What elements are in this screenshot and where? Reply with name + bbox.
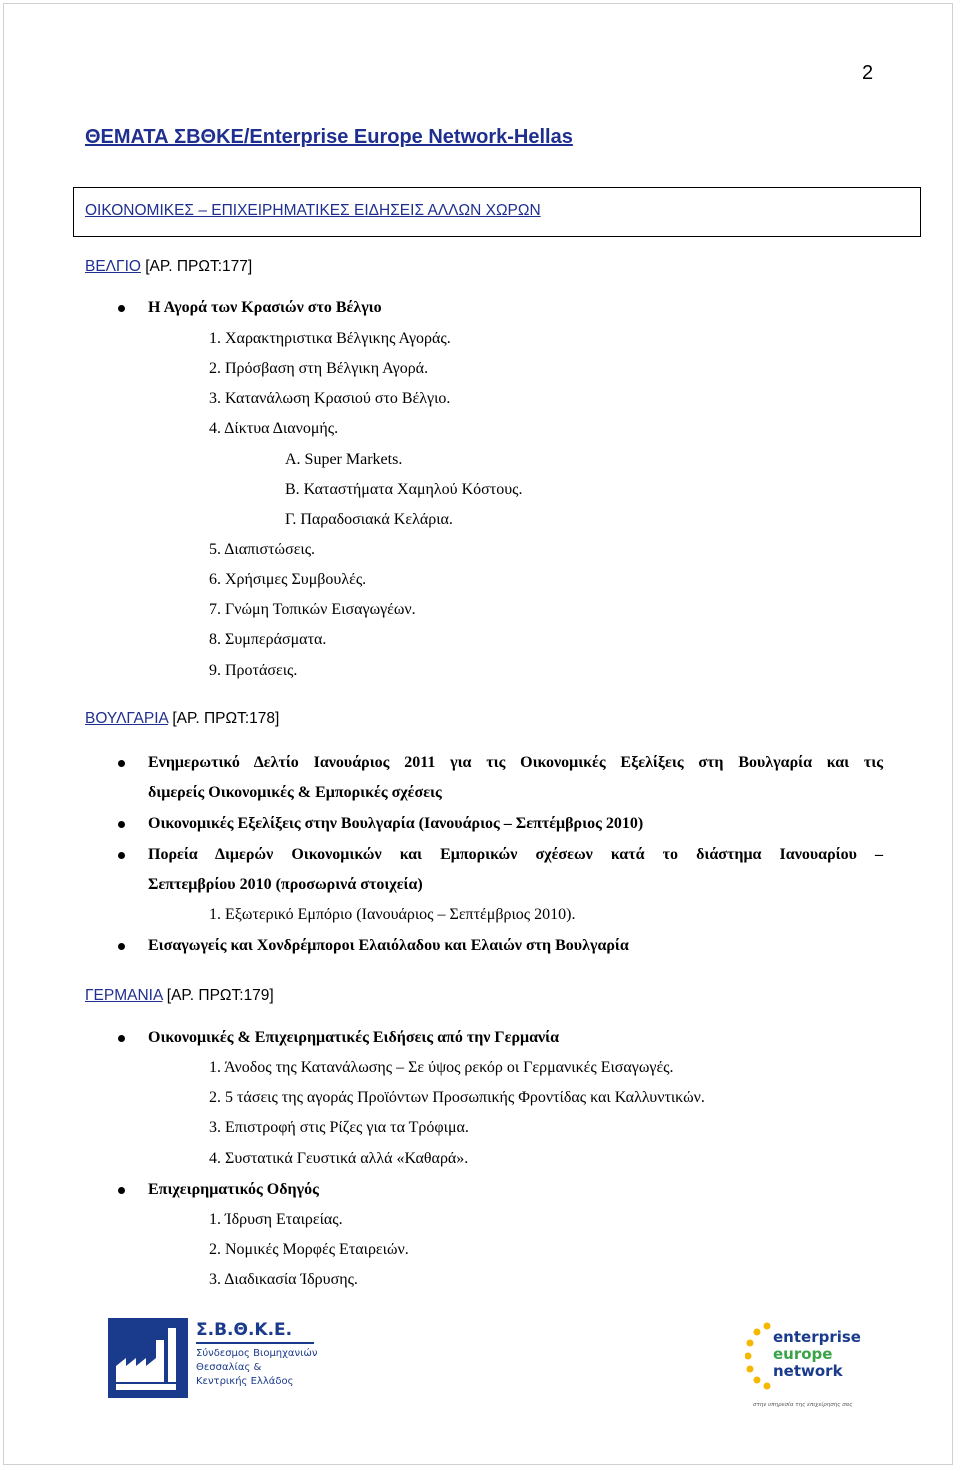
list-item: 2. Νομικές Μορφές Εταιρειών. — [209, 1241, 409, 1258]
country-heading-bulgaria — [85, 710, 279, 728]
topic-title: Η Αγορά των Κρασιών στο Βέλγιο — [148, 299, 382, 316]
list-item: 8. Συμπεράσματα. — [209, 631, 327, 648]
country-name: ΒΕΛΓΙΟ — [85, 258, 141, 275]
page-number: 2 — [862, 62, 874, 84]
list-item: 3. Διαδικασία Ίδρυσης. — [209, 1271, 358, 1288]
list-item: 7. Γνώμη Τοπικών Εισαγωγέων. — [209, 601, 416, 618]
sub-list-item: Α. Super Markets. — [285, 451, 403, 468]
list-item: 9. Προτάσεις. — [209, 662, 298, 679]
section-heading: ΟΙΚΟΝΟΜΙΚΕΣ – ΕΠΙΧΕΙΡΗΜΑΤΙΚΕΣ ΕΙΔΗΣΕΙΣ ΑΛΛΩΝ ΧΩΡΩΝ — [85, 202, 541, 219]
country-name: ΓΕΡΜΑΝΙΑ — [85, 987, 163, 1004]
topic-title: Ενημερωτικό Δελτίο Ιανουάριος 2011 για τις Οικονομικές Εξελίξεις στη Βουλγαρία και τις — [148, 754, 883, 771]
logo-line: Κεντρικής Ελλάδος — [196, 1376, 294, 1387]
logo-tagline: στην υπηρεσία της επιχείρησης σας — [753, 1402, 853, 1408]
list-item: 6. Χρήσιμες Συμβουλές. — [209, 571, 367, 588]
country-name: ΒΟΥΛΓΑΡΙΑ — [85, 710, 169, 727]
logo-line: Σύνδεσμος Βιομηχανιών — [196, 1348, 318, 1359]
sub-list-item: Γ. Παραδοσιακά Κελάρια. — [285, 511, 453, 528]
logo-word: network — [773, 1362, 843, 1380]
logo-name: Σ.Β.Θ.Κ.Ε. — [196, 1320, 293, 1340]
stars-icon — [745, 1318, 775, 1393]
country-heading-germany — [85, 987, 274, 1005]
list-item: 4. Συστατικά Γευστικά αλλά «Καθαρά». — [209, 1150, 469, 1167]
bullet-icon — [118, 821, 125, 828]
factory-icon — [108, 1318, 188, 1398]
logo-divider — [196, 1342, 314, 1344]
list-item: 1. Άνοδος της Κατανάλωσης – Σε ύψος ρεκόρ οι Γερμανικές Εισαγωγές. — [209, 1059, 674, 1076]
een-logo — [745, 1318, 861, 1418]
svthke-logo — [108, 1318, 318, 1398]
logo-line: Θεσσαλίας & — [196, 1362, 262, 1373]
topic-title-continued: διμερείς Οικονομικές & Εμπορικές σχέσεις — [148, 784, 442, 801]
bullet-icon — [118, 852, 125, 859]
topic-title-continued: Σεπτεμβρίου 2010 (προσωρινά στοιχεία) — [148, 876, 423, 893]
sub-list-item: Β. Καταστήματα Χαμηλού Κόστους. — [285, 481, 523, 498]
list-item: 1. Χαρακτηριστικα Βέλγικης Αγοράς. — [209, 330, 451, 347]
bullet-icon — [118, 943, 125, 950]
bullet-icon — [118, 760, 125, 767]
section-heading-box — [73, 187, 921, 237]
list-item: 2. Πρόσβαση στη Βέλγικη Αγορά. — [209, 360, 429, 377]
protocol-ref: [ΑΡ. ΠΡΩΤ:179] — [162, 987, 274, 1004]
list-item: 2. 5 τάσεις της αγοράς Προϊόντων Προσωπικής Φροντίδας και Καλλυντικών. — [209, 1089, 705, 1106]
bullet-icon — [118, 305, 125, 312]
list-item: 5. Διαπιστώσεις. — [209, 541, 316, 558]
topic-title: Πορεία Διμερών Οικονομικών και Εμπορικών σχέσεων κατά το διάστημα Ιανουαρίου – — [148, 846, 883, 863]
list-item: 4. Δίκτυα Διανομής. — [209, 420, 339, 437]
topic-title: Οικονομικές & Επιχειρηματικές Ειδήσεις από την Γερμανία — [148, 1029, 560, 1046]
list-item: 1. Ίδρυση Εταιρείας. — [209, 1211, 343, 1228]
list-item: 3. Κατανάλωση Κρασιού στο Βέλγιο. — [209, 390, 451, 407]
topic-title: Εισαγωγείς και Χονδρέμποροι Ελαιόλαδου και Ελαιών στη Βουλγαρία — [148, 937, 629, 954]
country-heading-belgium — [85, 258, 252, 276]
topic-title: Επιχειρηματικός Οδηγός — [148, 1181, 319, 1198]
logo-word: europe — [773, 1345, 833, 1363]
topic-title: Οικονομικές Εξελίξεις στην Βουλγαρία (Ιανουάριος – Σεπτέμβριος 2010) — [148, 815, 644, 832]
protocol-ref: [ΑΡ. ΠΡΩΤ:178] — [168, 710, 280, 727]
document-title: ΘΕΜΑΤΑ ΣΒΘΚΕ/Enterprise Europe Network-Hellas — [85, 126, 573, 148]
list-item: 3. Επιστροφή στις Ρίζες για τα Τρόφιμα. — [209, 1119, 469, 1136]
protocol-ref: [ΑΡ. ΠΡΩΤ:177] — [140, 258, 253, 275]
logo-word: enterprise — [773, 1328, 861, 1346]
bullet-icon — [118, 1035, 125, 1042]
list-item: 1. Εξωτερικό Εμπόριο (Ιανουάριος – Σεπτέμβριος 2010). — [209, 906, 576, 923]
bullet-icon — [118, 1187, 125, 1194]
